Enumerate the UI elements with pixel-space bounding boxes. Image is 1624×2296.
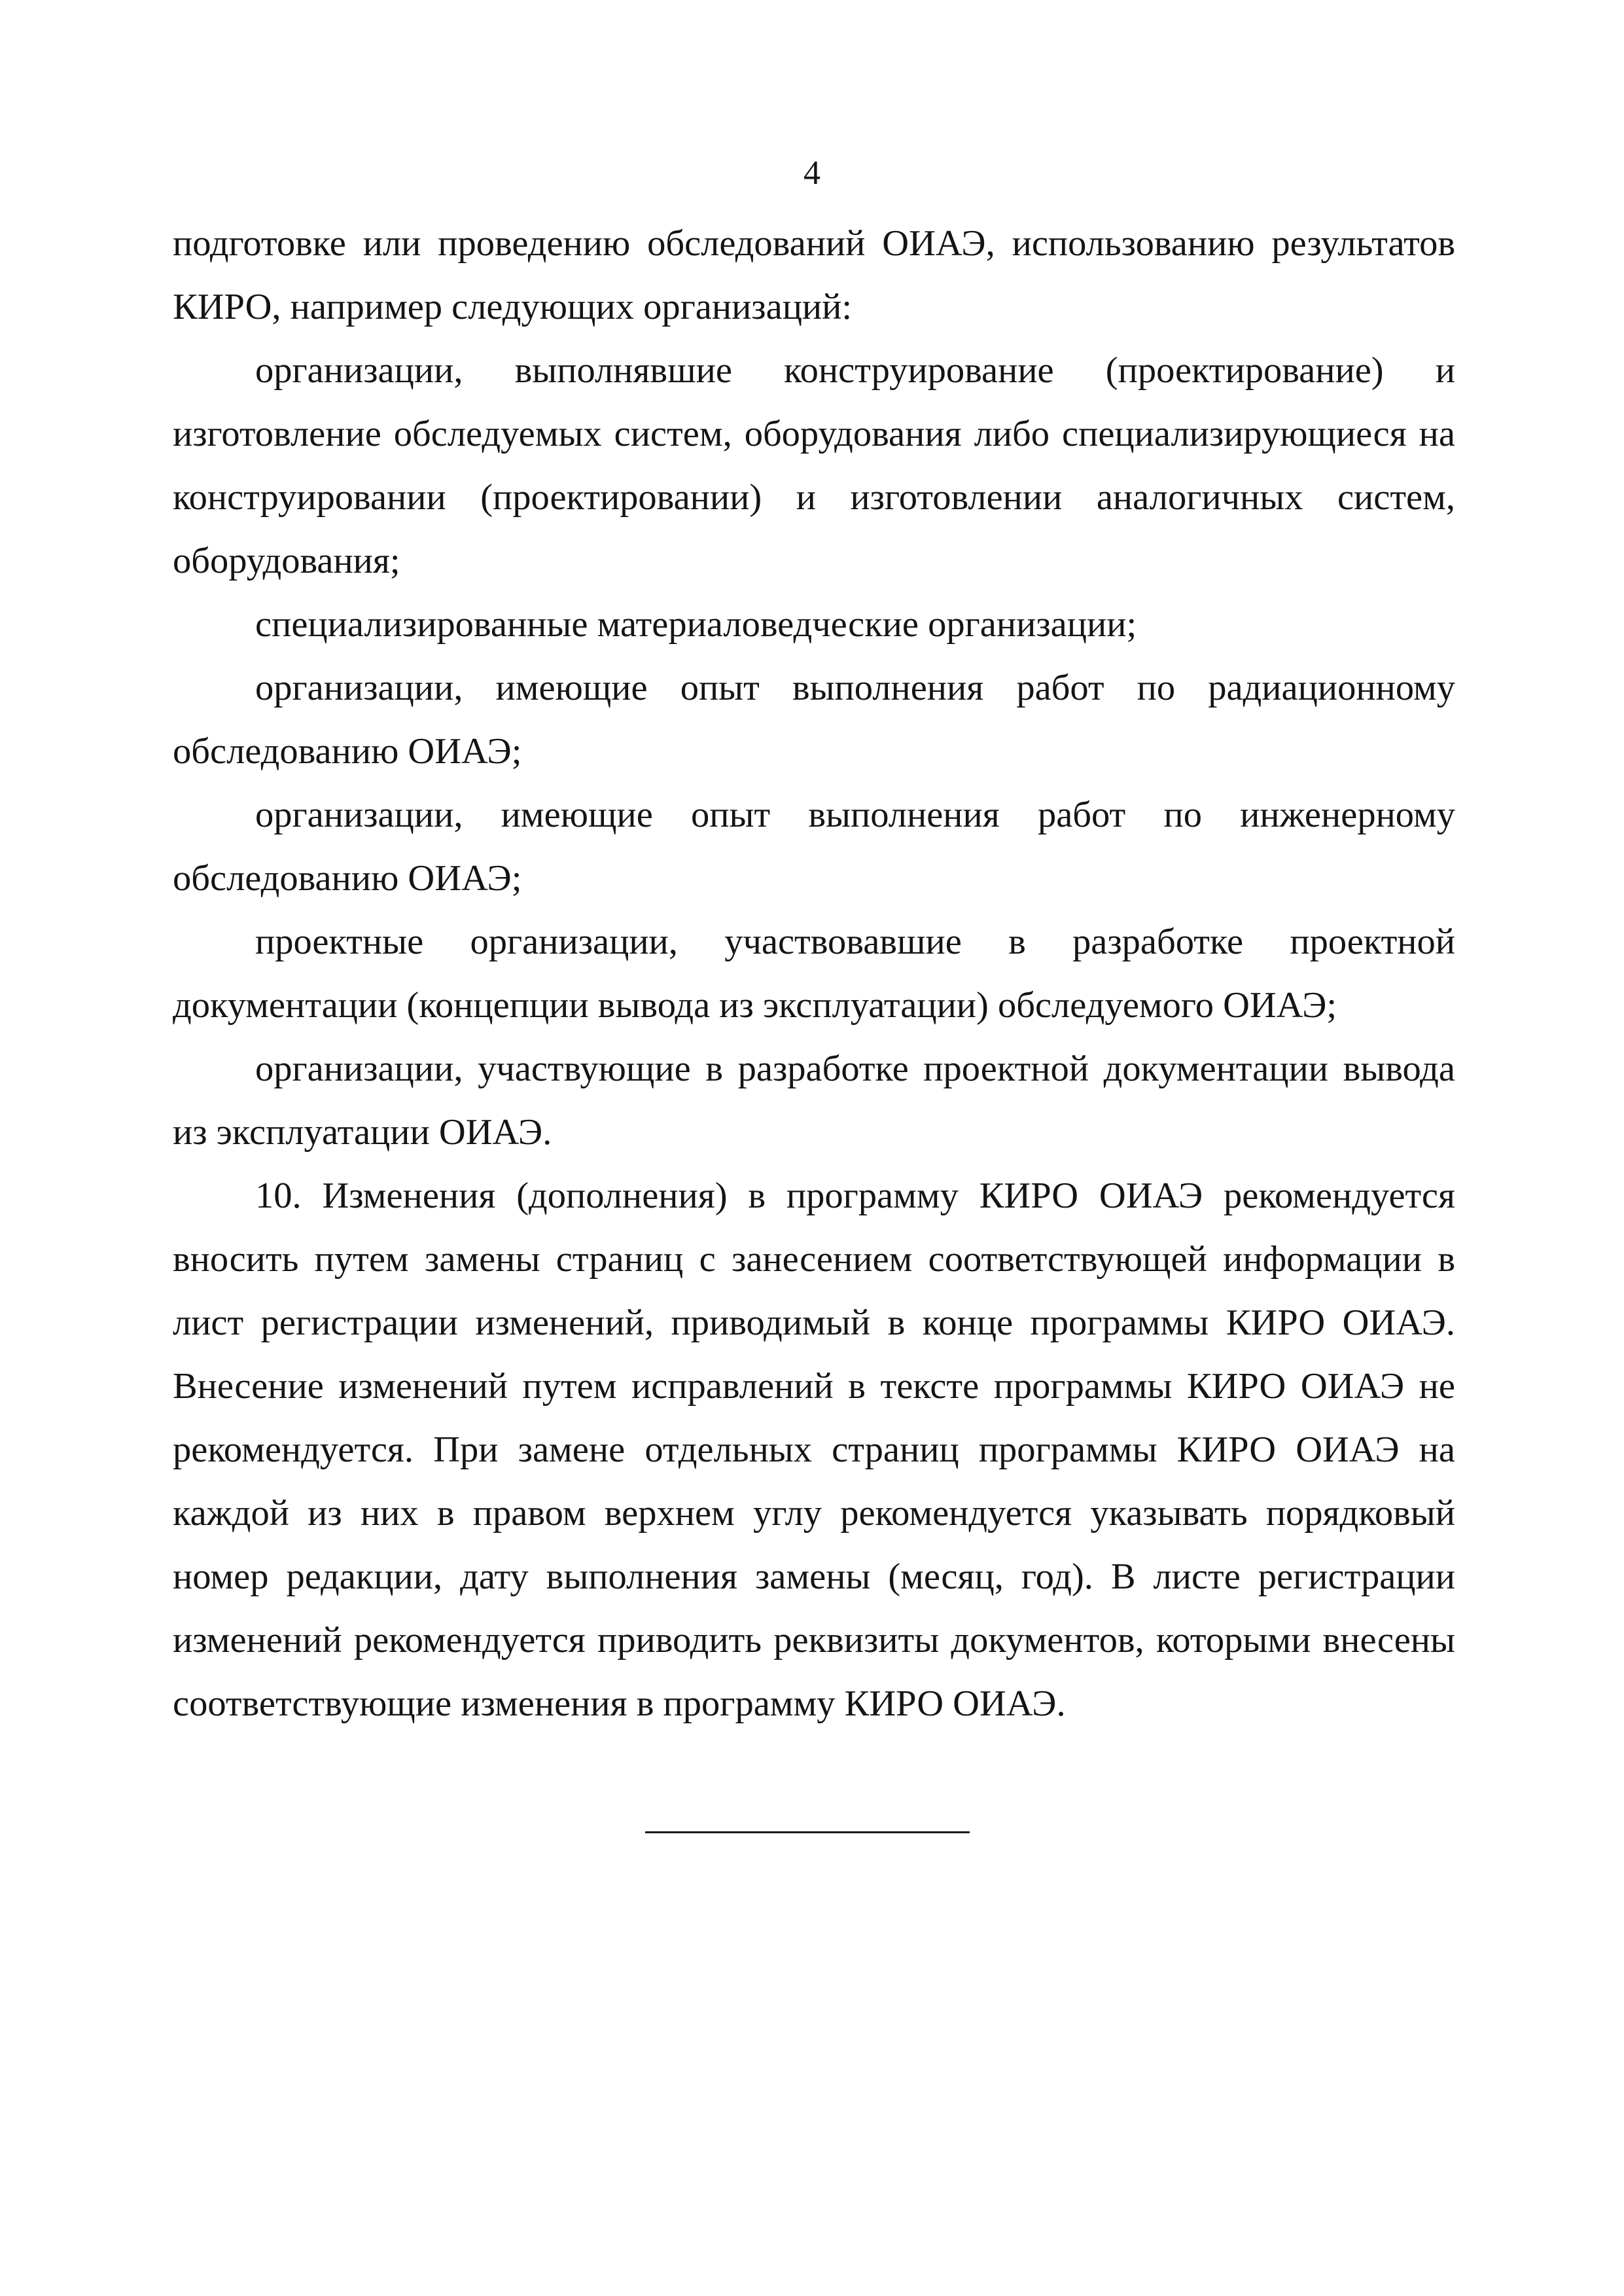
document-body — [173, 212, 1455, 1736]
list-item-materials-organizations: специализированные материаловедческие организации; — [255, 604, 1137, 645]
list-item-design-manufacturers: организации, выполнявшие конструирование (проектирование) и изготовление обследуемых систем, оборудования либо специализирующиеся на конструировании (проектировании) и изготовлении аналогичных систем, оборудования; — [173, 350, 1455, 581]
end-separator-line — [645, 1831, 970, 1833]
list-item-design-organizations: проектные организации, участвовавшие в разработке проектной документации (концепции вывода из эксплуатации) обследуемого ОИАЭ; — [173, 922, 1455, 1026]
list-item-engineering-survey: организации, имеющие опыт выполнения работ по инженерному обследованию ОИАЭ; — [173, 795, 1455, 899]
list-item-decommissioning-docs: организации, участвующие в разработке проектной документации вывода из эксплуатации ОИАЭ. — [173, 1049, 1455, 1153]
paragraph-intro-continuation: подготовке или проведению обследований ОИАЭ, использованию результатов КИРО, например следующих организаций: — [173, 223, 1455, 327]
page-number: 4 — [803, 154, 821, 192]
paragraph-section-10: 10. Изменения (дополнения) в программу КИРО ОИАЭ рекомендуется вносить путем замены страниц с занесением соответствующей информации в лист регистрации изменений, приводимый в конце программы КИРО ОИАЭ. Внесение изменений путем исправлений в тексте программы КИРО ОИАЭ не рекомендуется. При замене отдельных страниц программы КИРО ОИАЭ на каждой из них в правом верхнем углу рекомендуется указывать порядковый номер редакции, дату выполнения замены (месяц, год). В листе регистрации изменений рекомендуется приводить реквизиты документов, которыми внесены соответствующие изменения в программу КИРО ОИАЭ. — [173, 1175, 1455, 1724]
list-item-radiation-survey: организации, имеющие опыт выполнения работ по радиационному обследованию ОИАЭ; — [173, 668, 1455, 772]
